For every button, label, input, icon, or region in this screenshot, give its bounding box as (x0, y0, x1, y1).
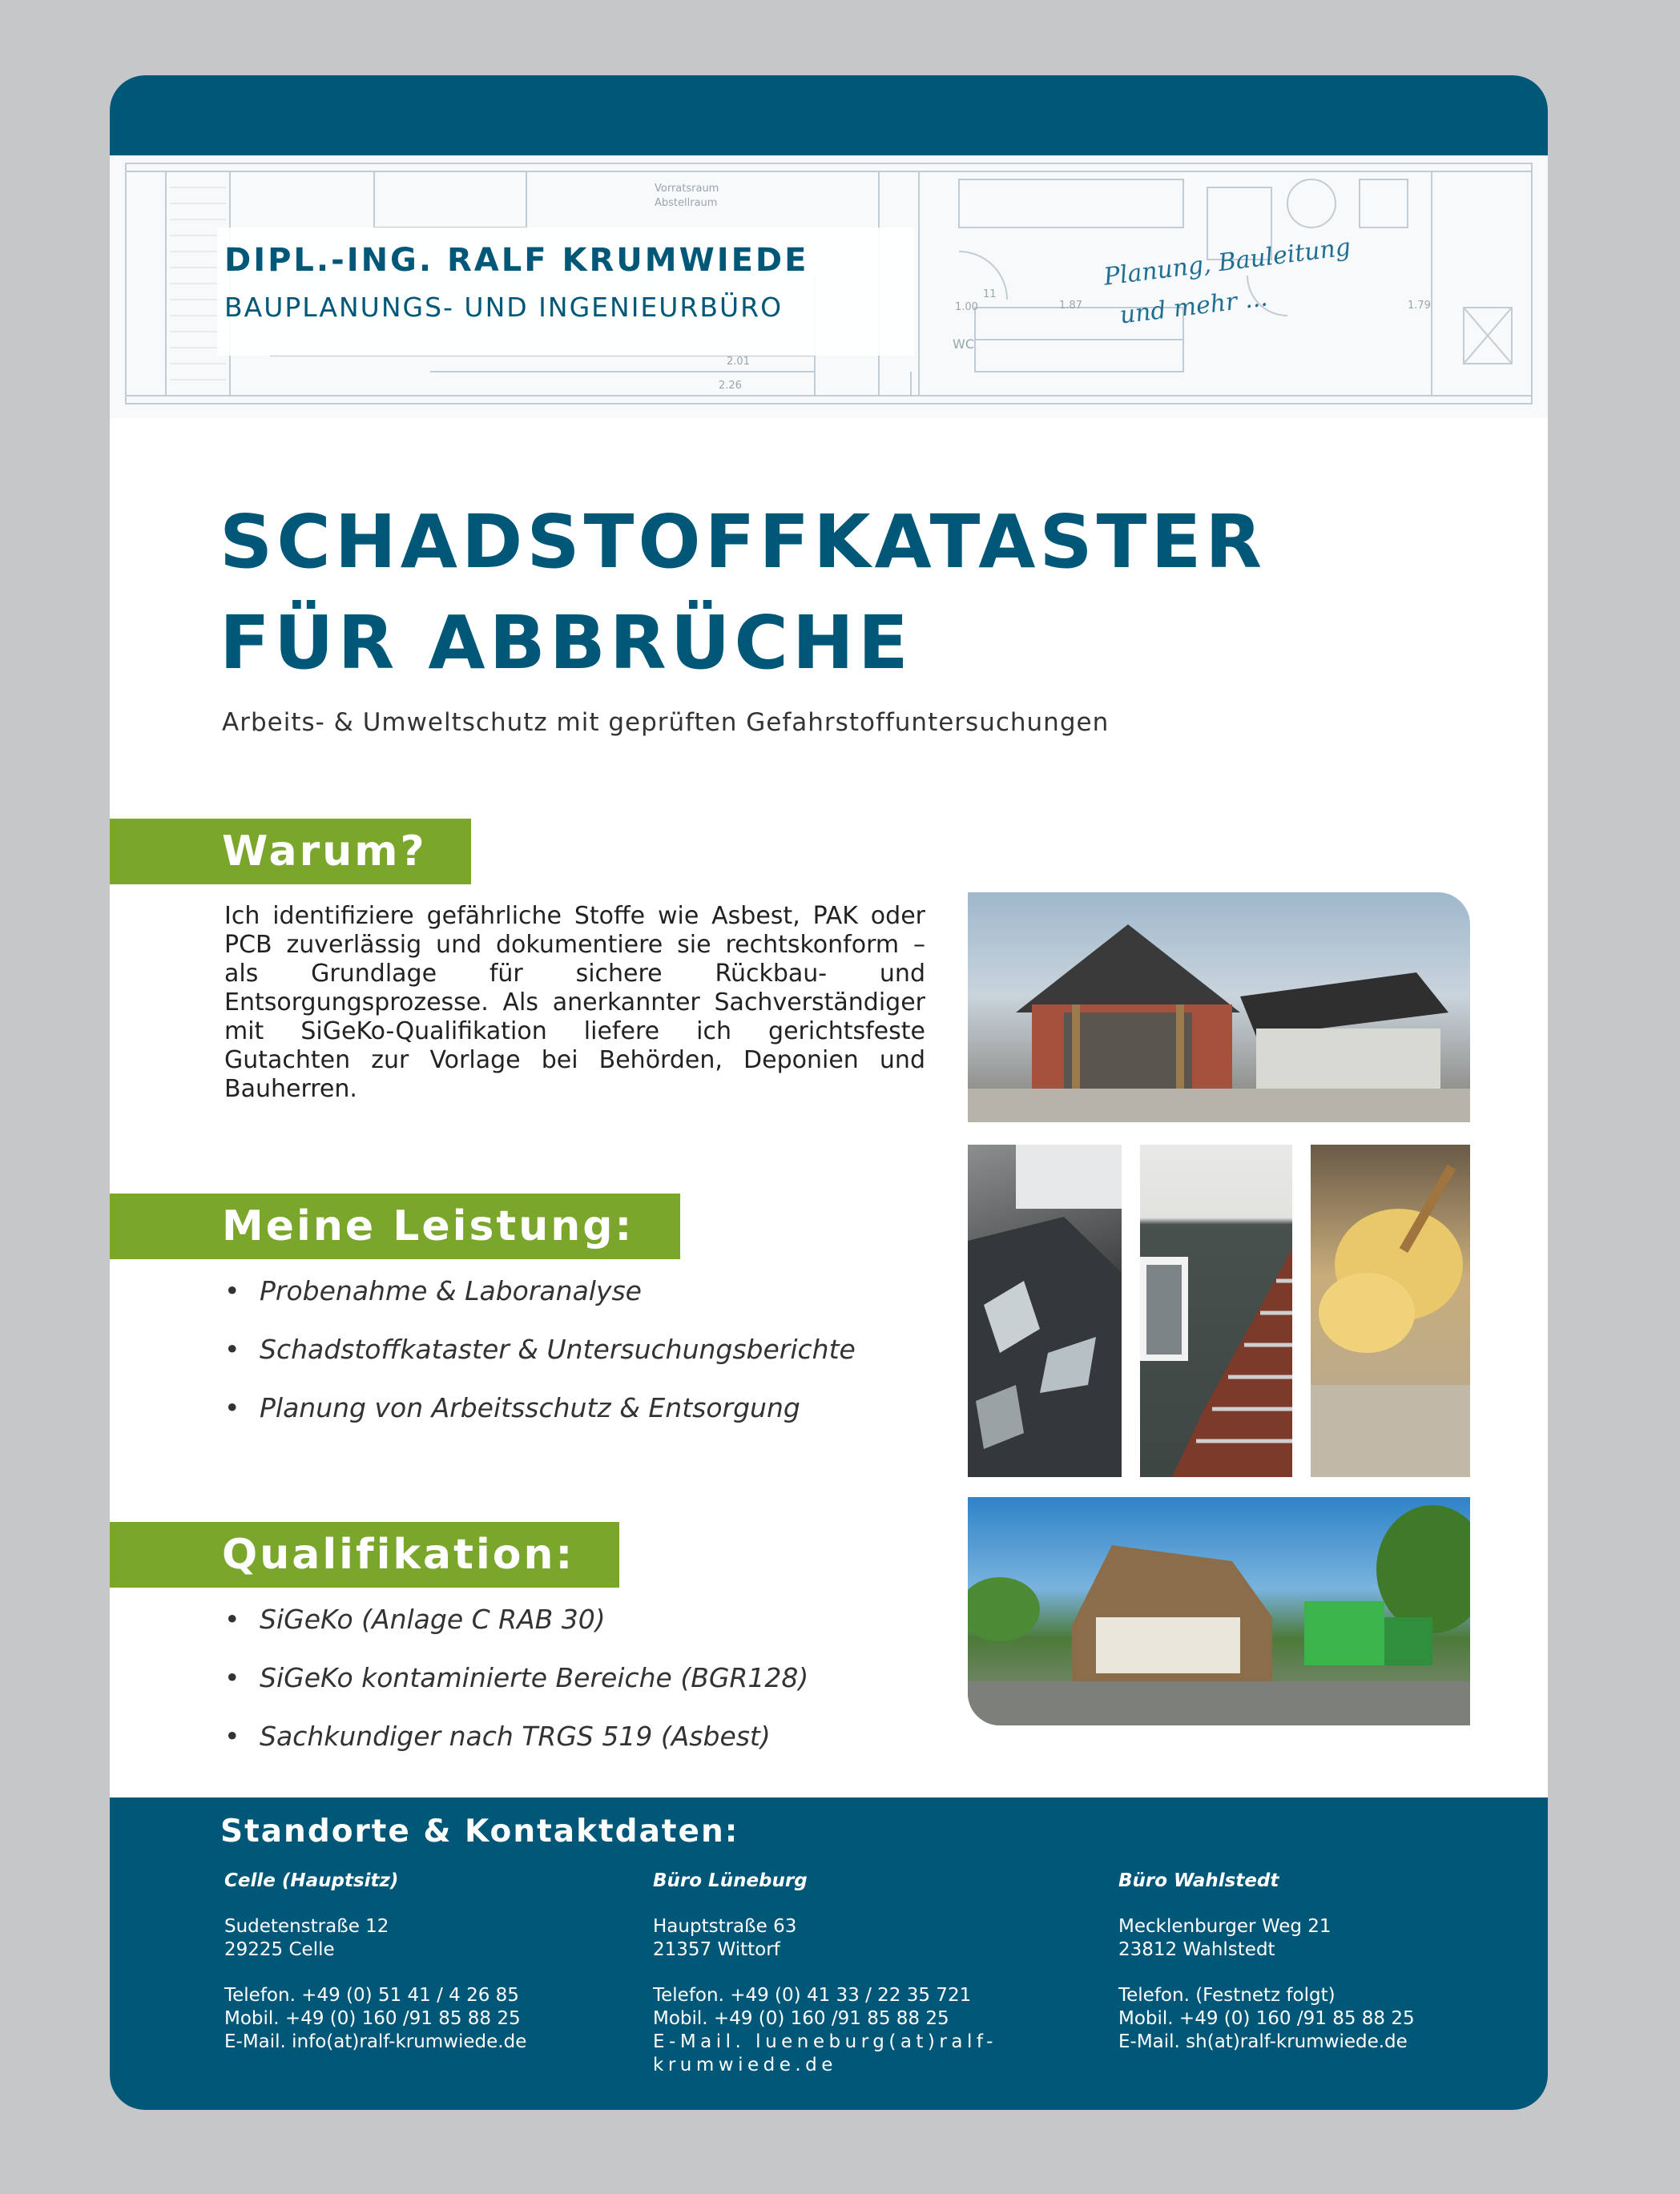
office-email: E-Mail. info(at)ralf-krumwiede.de (224, 2031, 527, 2052)
office-phone: Telefon. +49 (0) 41 33 / 22 35 721 (653, 1985, 972, 2006)
demolition-site-photo (968, 1497, 1470, 1725)
section-heading-warum: Warum? (110, 819, 471, 884)
office-email: E-Mail. sh(at)ralf-krumwiede.de (1118, 2031, 1408, 2052)
office-name: Büro Wahlstedt (1118, 1870, 1279, 1891)
bullet-icon: • (224, 1392, 240, 1423)
office-phone: Telefon. +49 (0) 51 41 / 4 26 85 (224, 1985, 519, 2006)
office-wahlstedt (1118, 1870, 1487, 2054)
qualifikation-list (224, 1604, 1025, 1779)
blueprint-label: Abstellraum (655, 197, 718, 209)
blueprint-label: 1.87 (1059, 300, 1082, 312)
list-item: • SiGeKo kontaminierte Bereiche (BGR128) (224, 1662, 809, 1693)
slogan-line-1: Planung, Bauleitung (1102, 233, 1352, 292)
blueprint-label: 1.00 (955, 301, 978, 313)
slogan-line-2: und mehr ... (1118, 284, 1270, 330)
company-subtitle: BAUPLANUNGS- UND INGENIEURBÜRO (224, 292, 784, 323)
office-street: Mecklenburger Weg 21 (1118, 1916, 1332, 1937)
office-lueneburg (653, 1870, 1021, 2077)
title-line-1: SCHADSTOFFKATASTER (220, 499, 1267, 585)
warum-paragraph: Ich identifiziere gefährliche Stoffe wie Asbest, PAK oder PCB zuverlässig und dokumentiere sie rechtskonform – als Grundlage für sichere Rückbau- und Entsorgungsprozesse. Als anerkannter Sachverständiger mit SiGeKo-Qualifikation liefere ich gerichtsfeste Gutachten zur Vorlage bei Behörden, Deponien und Bauherren. (224, 902, 925, 1103)
office-name: Büro Lüneburg (653, 1870, 808, 1891)
office-street: Sudetenstraße 12 (224, 1916, 389, 1937)
office-celle (224, 1870, 625, 2054)
contact-heading: Standorte & Kontaktdaten: (220, 1814, 739, 1850)
bullet-icon: • (224, 1275, 240, 1306)
office-city: 23812 Wahlstedt (1118, 1939, 1275, 1960)
exterior-stairs-photo (1140, 1145, 1292, 1477)
blueprint-label: Vorratsraum (655, 183, 719, 195)
blueprint-label: WC (953, 336, 974, 352)
section-heading-leistung: Meine Leistung: (110, 1194, 680, 1259)
office-mobile: Mobil. +49 (0) 160 /91 85 88 25 (1118, 2008, 1415, 2029)
company-name: DIPL.-ING. RALF KRUMWIEDE (224, 242, 809, 279)
bullet-icon: • (224, 1334, 240, 1365)
list-item: • Schadstoffkataster & Untersuchungsberichte (224, 1334, 856, 1365)
rubble-pile-photo (968, 1145, 1122, 1477)
list-item: • SiGeKo (Anlage C RAB 30) (224, 1604, 606, 1635)
office-phone: Telefon. (Festnetz folgt) (1118, 1985, 1336, 2006)
demolished-house-photo (968, 892, 1470, 1122)
office-name: Celle (Hauptsitz) (224, 1870, 399, 1891)
top-band (110, 75, 1548, 155)
office-street: Hauptstraße 63 (653, 1916, 797, 1937)
section-heading-qualifikation: Qualifikation: (110, 1522, 619, 1588)
office-city: 21357 Wittorf (653, 1939, 780, 1960)
insulation-material-photo (1311, 1145, 1470, 1477)
list-item: • Planung von Arbeitsschutz & Entsorgung (224, 1392, 800, 1423)
office-city: 29225 Celle (224, 1939, 335, 1960)
main-subtitle: Arbeits- & Umweltschutz mit geprüften Gefahrstoffuntersuchungen (222, 708, 1110, 737)
bullet-icon: • (224, 1604, 240, 1635)
bullet-icon: • (224, 1721, 240, 1752)
blueprint-label: 1.79 (1408, 300, 1431, 312)
list-item: • Probenahme & Laboranalyse (224, 1275, 642, 1306)
blueprint-label: 11 (983, 288, 997, 300)
leistung-list (224, 1275, 1025, 1451)
bullet-icon: • (224, 1662, 240, 1693)
office-mobile: Mobil. +49 (0) 160 /91 85 88 25 (224, 2008, 521, 2029)
office-email: E-Mail. lueneburg(at)ralf-krumwiede.de (653, 2031, 997, 2075)
blueprint-label: 2.26 (719, 380, 742, 392)
title-line-2: FÜR ABBRÜCHE (220, 600, 913, 686)
blueprint-label: 2.01 (727, 356, 750, 368)
list-item: • Sachkundiger nach TRGS 519 (Asbest) (224, 1721, 771, 1752)
main-title (220, 492, 1266, 694)
office-mobile: Mobil. +49 (0) 160 /91 85 88 25 (653, 2008, 949, 2029)
